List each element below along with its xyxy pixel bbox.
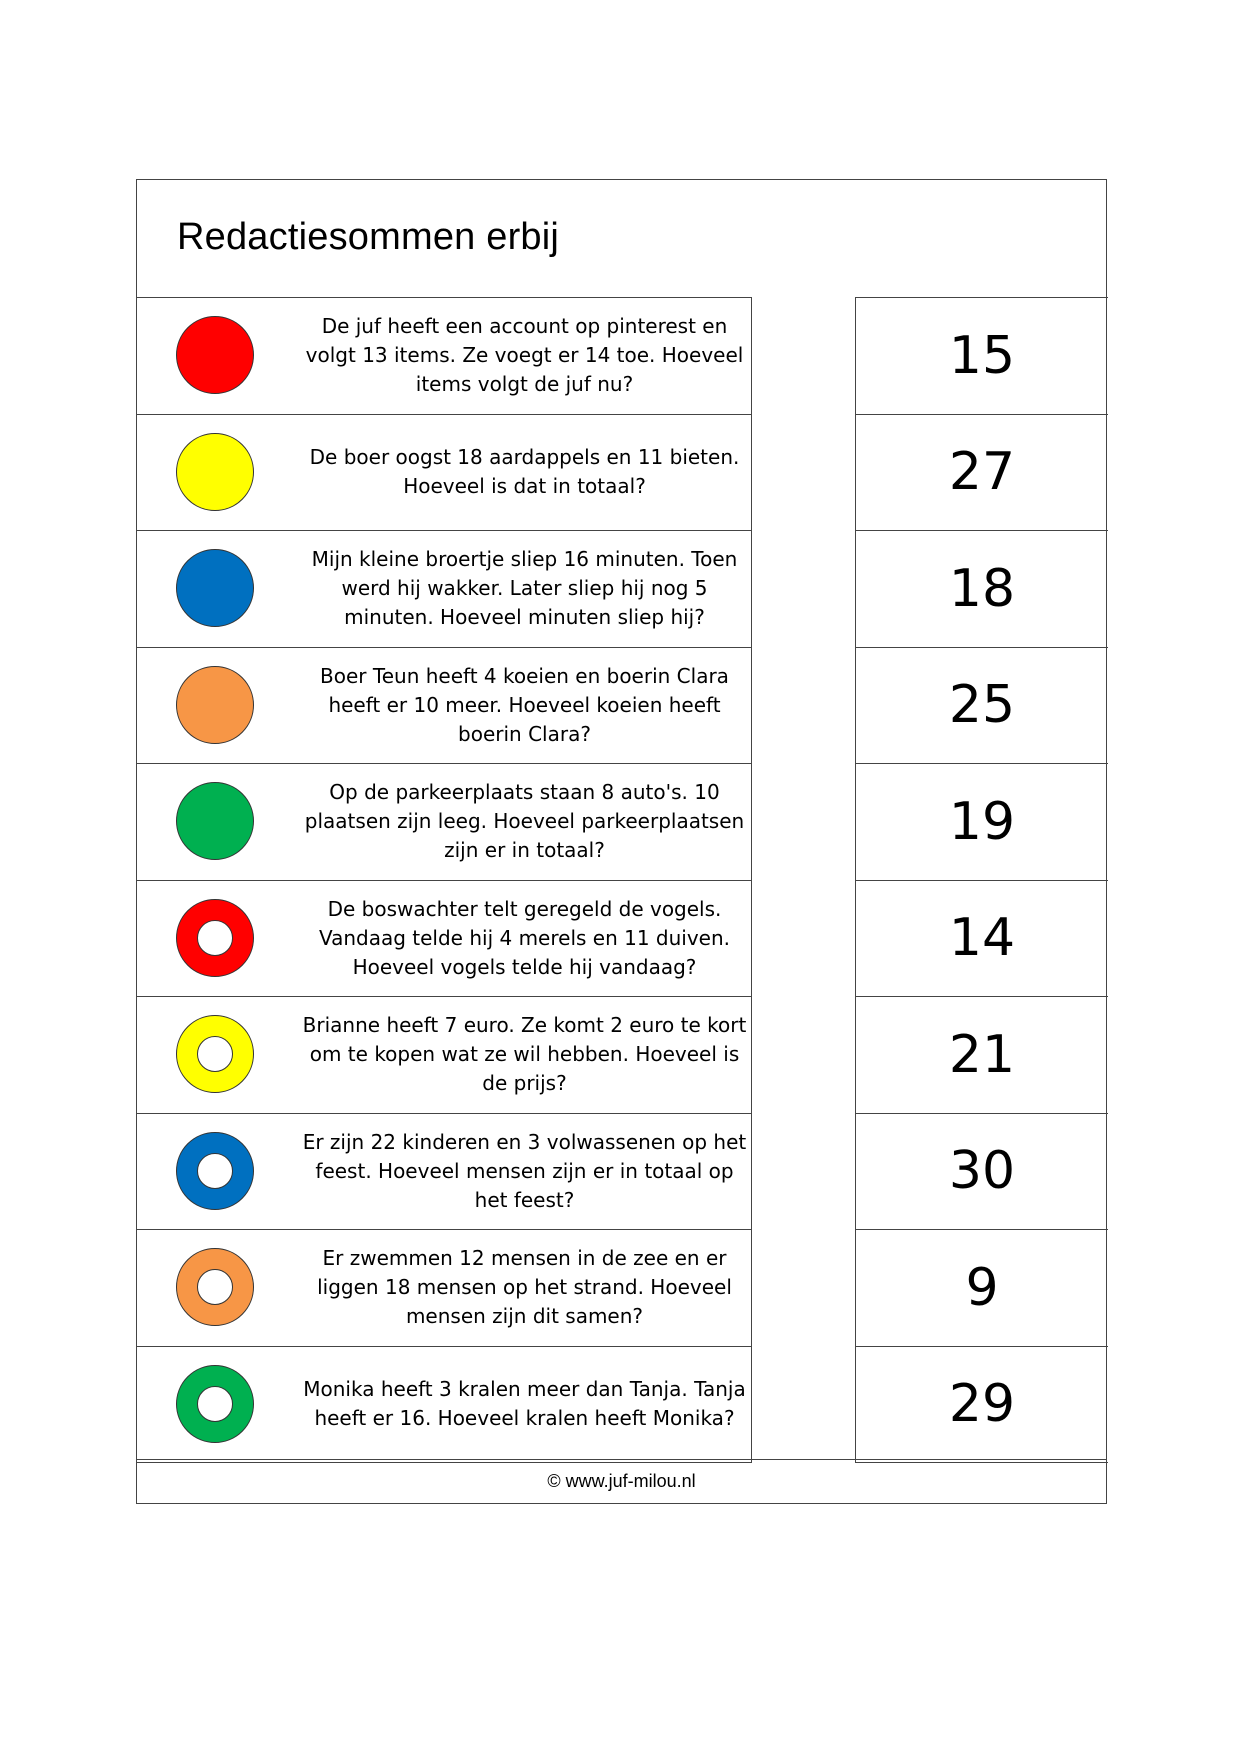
ring-hole <box>197 1386 233 1422</box>
ring-marker-icon <box>176 1365 254 1443</box>
answer-card <box>856 648 1108 765</box>
question-text: Er zijn 22 kinderen en 3 volwassenen op het feest. Hoeveel mensen zijn er in totaal op het feest? <box>302 1129 747 1212</box>
question-text: De juf heeft een account op pinterest en volgt 13 items. Ze voegt er 14 toe. Hoeveel items volgt de juf nu? <box>305 314 744 396</box>
answer-card <box>856 881 1108 998</box>
question-text: Monika heeft 3 kralen meer dan Tanja. Tanja heeft er 16. Hoeveel kralen heeft Monika? <box>303 1377 746 1430</box>
question-row <box>136 298 752 415</box>
answer-card <box>856 997 1108 1114</box>
circle-marker-icon <box>176 316 254 394</box>
question-row <box>136 1347 752 1464</box>
answer-number: 29 <box>948 1374 1016 1434</box>
ring-marker-icon <box>176 1132 254 1210</box>
question-row <box>136 531 752 648</box>
question-text: De boer oogst 18 aardappels en 11 bieten. Hoeveel is dat in totaal? <box>309 445 740 498</box>
page-title: Redactiesommen erbij <box>177 216 560 258</box>
circle-marker-icon <box>176 549 254 627</box>
ring-hole <box>197 1153 233 1189</box>
question-row <box>136 415 752 532</box>
answer-column <box>855 297 1108 1463</box>
answer-number: 27 <box>948 442 1016 502</box>
question-text: Op de parkeerplaats staan 8 auto's. 10 plaatsen zijn leeg. Hoeveel parkeerplaatsen zijn er in totaal? <box>304 780 745 862</box>
answer-number: 25 <box>948 675 1016 735</box>
question-row <box>136 764 752 881</box>
ring-hole <box>197 1036 233 1072</box>
question-row <box>136 648 752 765</box>
answer-card <box>856 531 1108 648</box>
answer-card <box>856 1347 1108 1464</box>
ring-hole <box>197 920 233 956</box>
question-text: Mijn kleine broertje sliep 16 minuten. Toen werd hij wakker. Later sliep hij nog 5 minuten. Hoeveel minuten sliep hij? <box>311 547 738 629</box>
answer-number: 15 <box>948 325 1016 386</box>
answer-card <box>856 298 1108 415</box>
worksheet <box>136 179 1107 1504</box>
copyright-footer: © www.juf-milou.nl <box>137 1459 1106 1503</box>
answer-card <box>856 1114 1108 1231</box>
ring-hole <box>197 1269 233 1305</box>
question-text: Boer Teun heeft 4 koeien en boerin Clara heeft er 10 meer. Hoeveel koeien heeft boerin Clara? <box>320 663 729 746</box>
question-row <box>136 1230 752 1347</box>
circle-marker-icon <box>176 782 254 860</box>
answer-number: 19 <box>948 791 1016 852</box>
answer-number: 9 <box>965 1257 999 1318</box>
question-text: Er zwemmen 12 mensen in de zee en er liggen 18 mensen op het strand. Hoeveel mensen zijn dit samen? <box>317 1246 732 1328</box>
circle-marker-icon <box>176 433 254 511</box>
question-row <box>136 997 752 1114</box>
question-text: Brianne heeft 7 euro. Ze komt 2 euro te kort om te kopen wat ze wil hebben. Hoeveel is de prijs? <box>302 1013 747 1095</box>
ring-marker-icon <box>176 899 254 977</box>
answer-number: 18 <box>948 558 1016 619</box>
ring-marker-icon <box>176 1015 254 1093</box>
circle-marker-icon <box>176 666 254 744</box>
ring-marker-icon <box>176 1248 254 1326</box>
question-row <box>136 1114 752 1231</box>
answer-number: 30 <box>948 1141 1016 1201</box>
question-text: De boswachter telt geregeld de vogels. Vandaag telde hij 4 merels en 11 duiven. Hoeveel vogels telde hij vandaag? <box>318 896 731 979</box>
answer-number: 14 <box>948 908 1016 968</box>
answer-number: 21 <box>948 1024 1016 1085</box>
question-row <box>136 881 752 998</box>
answer-card <box>856 415 1108 532</box>
answer-card <box>856 1230 1108 1347</box>
answer-card <box>856 764 1108 881</box>
question-column <box>136 297 752 1463</box>
